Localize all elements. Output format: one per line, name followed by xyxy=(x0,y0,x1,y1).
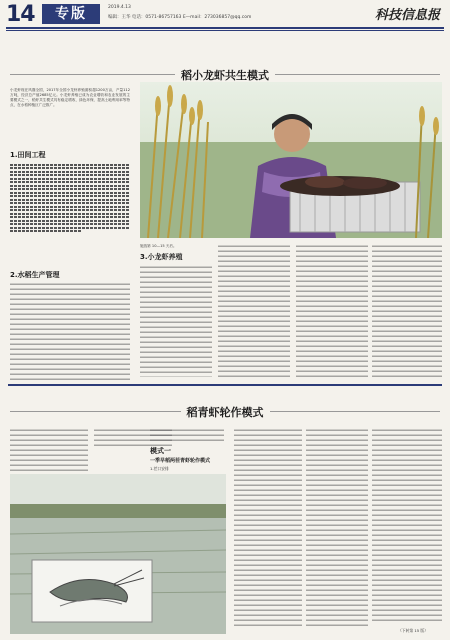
page-header xyxy=(6,2,444,26)
article2-title xyxy=(0,404,450,420)
item-schedule: 1.茬口安排 xyxy=(150,466,169,471)
masthead: 科技信息报 xyxy=(374,8,440,23)
article2-title-text: 稻青虾轮作模式 xyxy=(181,406,270,419)
article1-col1-body2 xyxy=(10,282,130,380)
section-label: 专版 xyxy=(42,4,100,24)
continued-note: （下转第 15 版） xyxy=(398,628,429,633)
article-separator xyxy=(8,384,442,386)
editor-contact: 编辑：王华 电话：0571-86757163 E—mail：273036857@qq.com xyxy=(108,15,252,20)
photo-caption-col xyxy=(140,244,200,252)
article1-col5-body xyxy=(372,244,442,377)
article1-title-text: 稻小龙虾共生模式 xyxy=(175,69,275,82)
heading-crayfish-farming: 3.小龙虾养殖 xyxy=(140,253,183,261)
mode-subtitle: 一季早稻两茬青虾轮作模式 xyxy=(150,458,211,464)
mode-title: 模式一 xyxy=(150,447,171,455)
article2-col2b-top xyxy=(150,428,224,442)
photo-caption: 施放第 10—15 天后。 xyxy=(140,244,177,248)
paddy-shrimp-photo xyxy=(10,474,226,634)
article2-col5-body xyxy=(372,428,442,624)
page-number: 14 xyxy=(6,2,35,27)
article1-col1-body xyxy=(10,162,130,266)
farmer-crayfish-photo xyxy=(140,82,442,238)
article1-title xyxy=(0,67,450,83)
article1-col2-body xyxy=(140,265,212,377)
header-rule-thin xyxy=(6,30,444,31)
article1-intro xyxy=(10,88,130,142)
heading-field-work: 1.田间工程 xyxy=(10,151,46,159)
header-rule xyxy=(6,27,444,29)
heading-rice-management: 2.水稻生产管理 xyxy=(10,271,60,279)
article1-col4-body xyxy=(296,244,368,377)
article1-intro-text: 小龙虾现在风靡全国，2017年全国小龙虾养殖面积超1200万亩，产量112万吨，经济总产值2685亿元。小龙虾养殖已成为农业增收和农业发展的主要模式之一，稻虾共生模式具有稳定增收、绿色环保、提高土地利用率等特点，在水稻种植区广泛推广。 xyxy=(10,88,130,107)
article1-col3-body xyxy=(218,244,290,377)
paddy-photo-illustration xyxy=(10,474,226,634)
article2-col4-body xyxy=(306,428,368,628)
farmer-photo-illustration xyxy=(140,82,442,238)
article2-col3-body xyxy=(234,428,302,628)
issue-date: 2019.4.13 xyxy=(108,5,131,10)
